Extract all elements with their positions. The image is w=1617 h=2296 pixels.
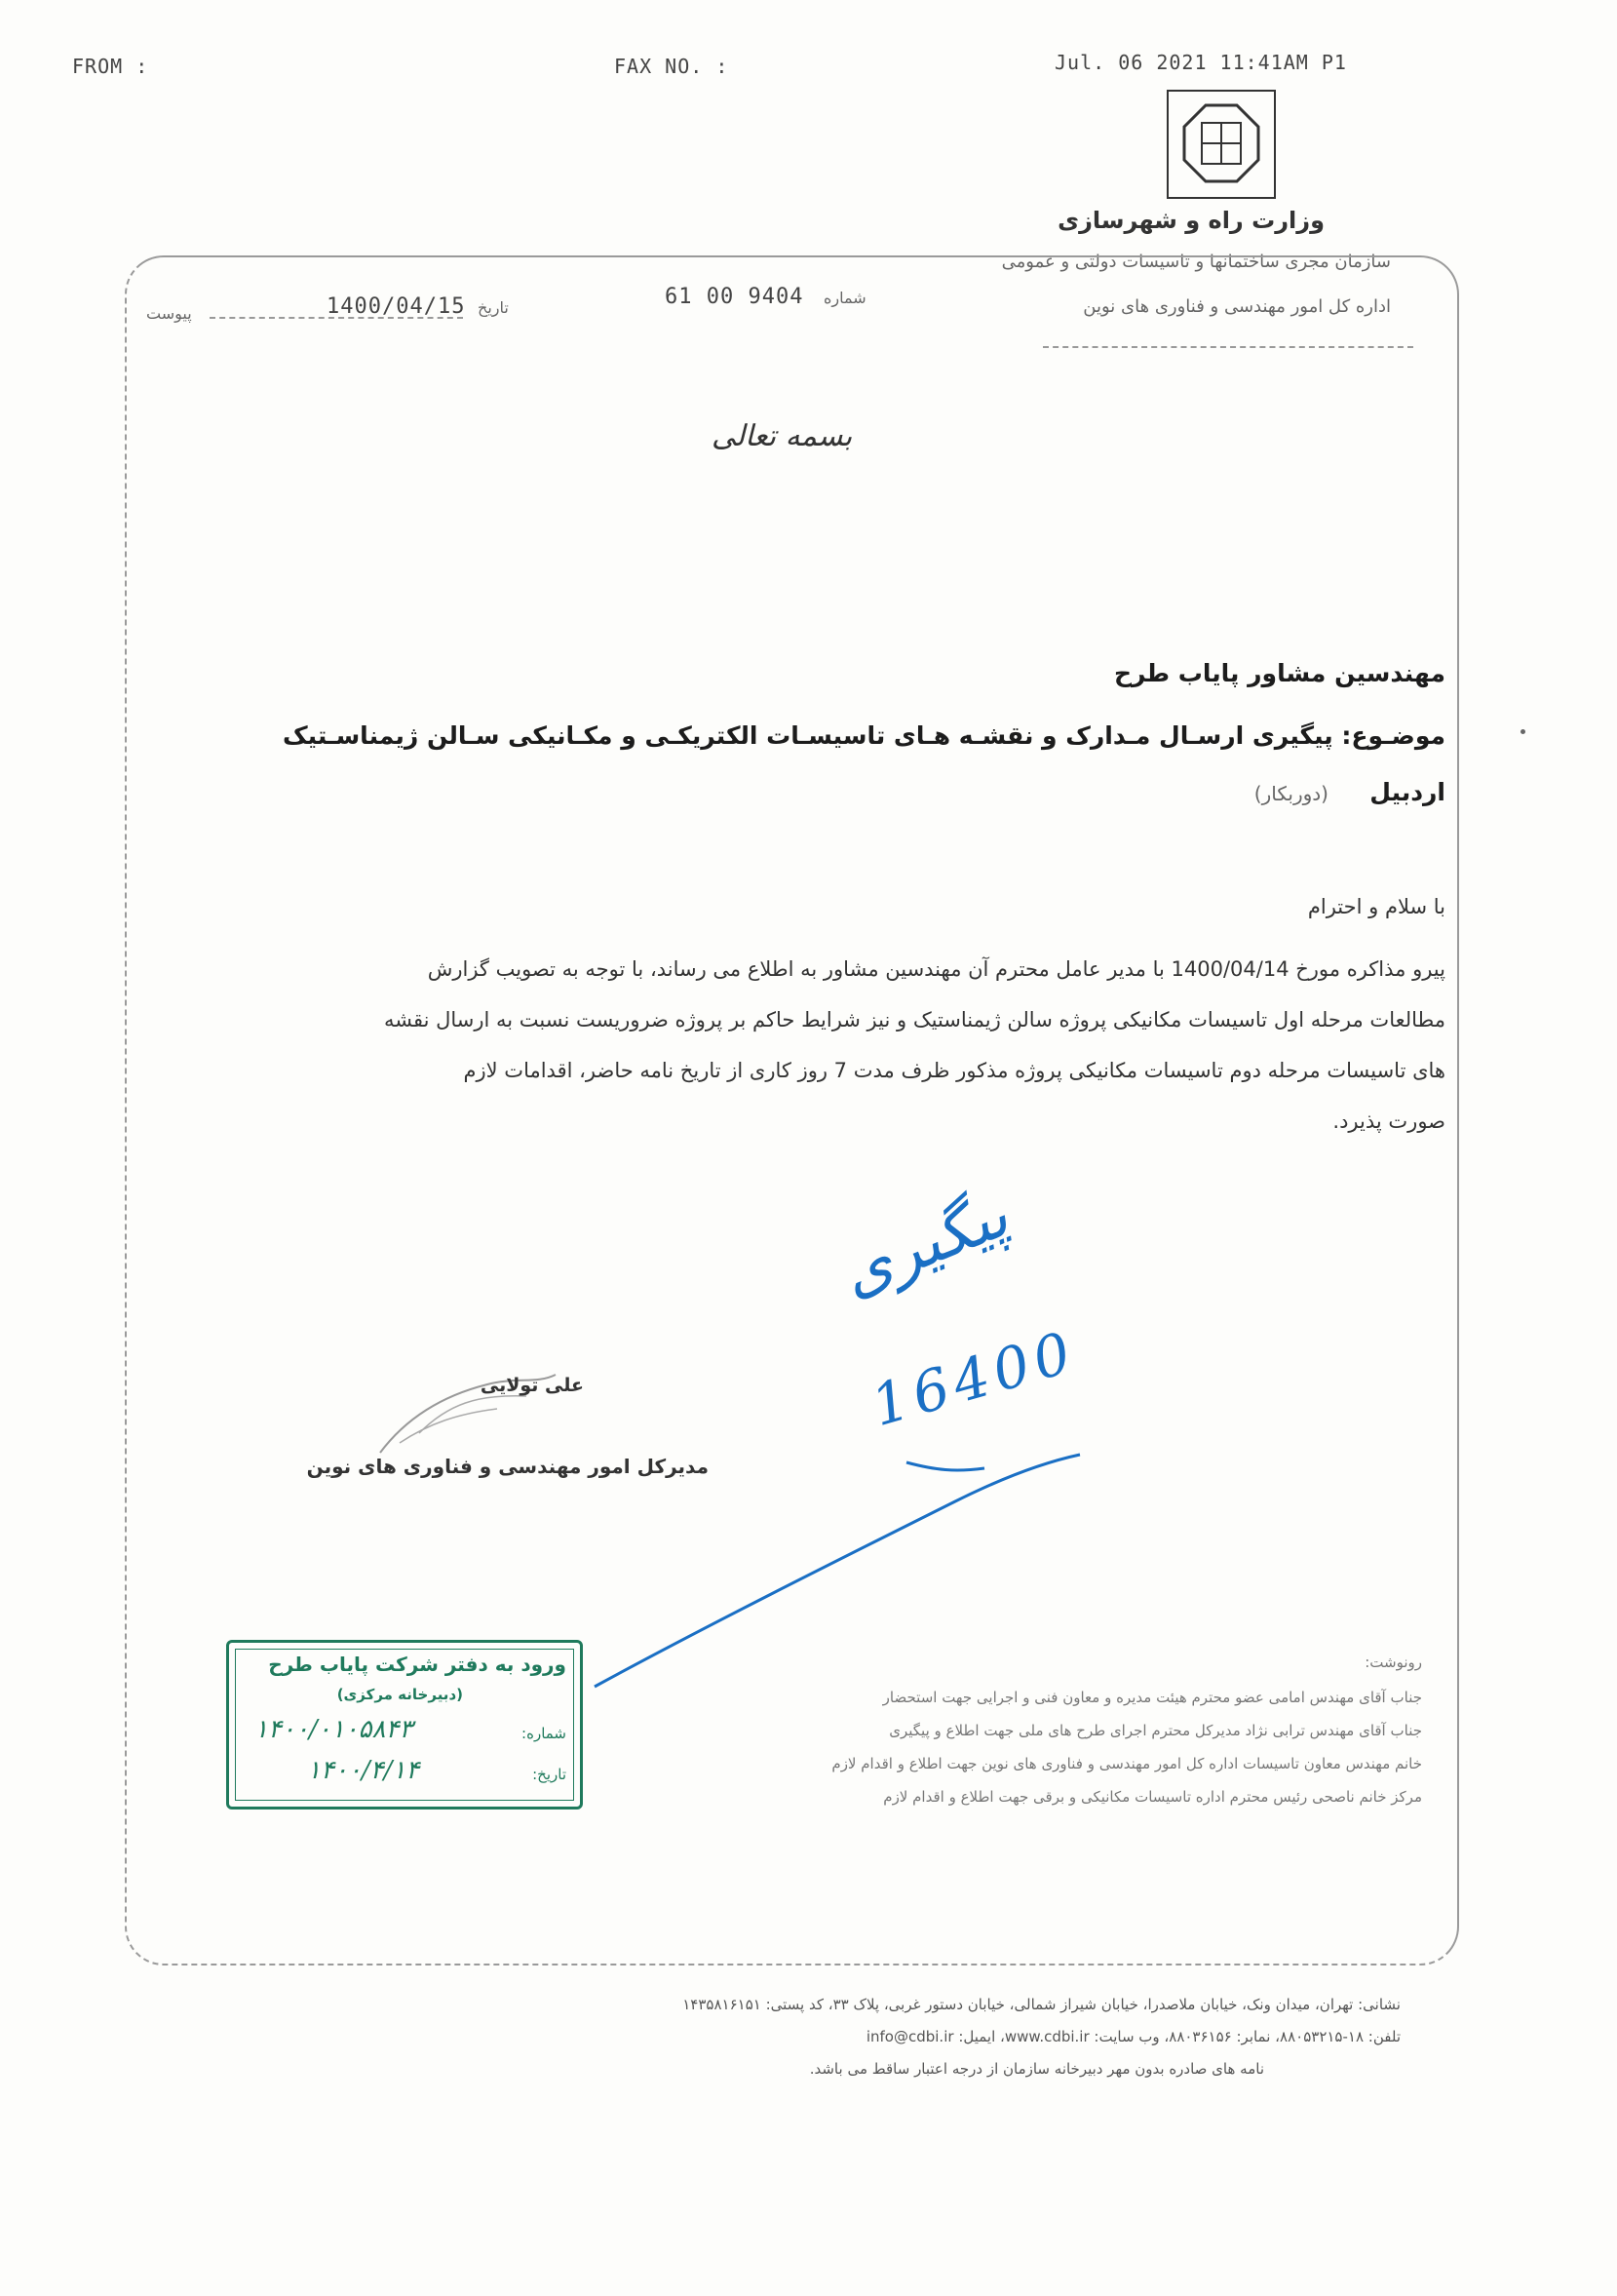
scan-speck bbox=[1521, 729, 1525, 734]
signature-scribble bbox=[370, 1355, 565, 1462]
header-divider-right bbox=[1043, 346, 1413, 348]
subject-city: اردبیل bbox=[1369, 778, 1445, 806]
header-divider bbox=[210, 317, 463, 319]
body-line-3: های تاسیسات مرحله دوم تاسیسات مکانیکی پروژه مذکور ظرف مدت 7 روز کاری از تاریخ نامه حاضر، اقدامات لازم bbox=[463, 1059, 1445, 1082]
body-line-4: صورت پذیرد. bbox=[1332, 1109, 1445, 1133]
letter-date: 1400/04/15 bbox=[327, 294, 466, 319]
basmala: بسمه تعالی bbox=[712, 419, 853, 453]
signatory-name: علی تولایی bbox=[480, 1375, 584, 1396]
ministry-logo bbox=[1167, 90, 1276, 199]
stamp-date-label: تاریخ: bbox=[532, 1766, 566, 1783]
letter-number: 61 00 9404 bbox=[665, 285, 804, 309]
stamp-title: ورود به دفتر شرکت پایاب طرح bbox=[268, 1653, 566, 1676]
footer-note: نامه های صادره بدون مهر دبیرخانه سازمان از درجه اعتبار ساقط می باشد. bbox=[809, 2060, 1264, 2078]
footer-contact: تلفن: ۱۸-۸۸۰۵۳۲۱۵، نمابر: ۸۸۰۳۶۱۵۶، وب سایت: www.cdbi.ir، ایمیل: info@cdbi.ir bbox=[866, 2028, 1401, 2045]
stamp-number-value: ۱۴۰۰/۰۱۰۵۸۴۳ bbox=[254, 1715, 413, 1744]
subject-note: (دوربکار) bbox=[1253, 782, 1328, 805]
number-label: شماره bbox=[824, 289, 866, 307]
handwritten-note: پیگیری bbox=[830, 1179, 1019, 1311]
body-line-2: مطالعات مرحله اول تاسیسات مکانیکی پروژه سالن ژیمناستیک و نیز شرایط حاکم بر پروژه ضروریست نسبت به ارسال نقشه bbox=[383, 1008, 1445, 1031]
stamp-date-value: ۱۴۰۰/۴/۱۴ bbox=[307, 1756, 420, 1785]
fax-from-label: FROM : bbox=[72, 55, 149, 78]
ministry-name: وزارت راه و شهرسازی bbox=[1058, 207, 1325, 234]
handwritten-number: 16400 bbox=[864, 1317, 1084, 1440]
signatory-title: مدیرکل امور مهندسی و فناوری های نوین bbox=[306, 1455, 709, 1478]
body-paragraph bbox=[139, 944, 1445, 1147]
stamp-number-label: شماره: bbox=[521, 1725, 566, 1742]
subject-line: موضـوع: پیگیری ارسـال مـدارک و نقشـه هـای تاسیسـات الکتریکـی و مکـانیکی سـالن ژیمناسـتیک bbox=[283, 721, 1445, 750]
footer-address: نشانی: تهران، میدان ونک، خیابان ملاصدرا، خیابان شیراز شمالی، خیابان دستور غربی، پلاک ۳۳، کد پستی: ۱۴۳۵۸۱۶۱۵۱ bbox=[682, 1996, 1401, 2013]
cc-list bbox=[681, 1681, 1422, 1813]
body-line-1: پیرو مذاکره مورخ 1400/04/14 با مدیر عامل محترم آن مهندسین مشاور به اطلاع می رساند، با توجه به تصویب گزارش bbox=[427, 957, 1445, 981]
recipient: مهندسین مشاور پایاب طرح bbox=[1113, 659, 1445, 687]
date-label: تاریخ bbox=[478, 298, 509, 317]
footer bbox=[250, 1989, 1401, 2085]
cc-line-2: جناب آقای مهندس ترابی نژاد مدیرکل محترم اجرای طرح های ملی جهت اطلاع و پیگیری bbox=[889, 1722, 1422, 1739]
department-name: اداره کل امور مهندسی و فناوری های نوین bbox=[1083, 296, 1391, 317]
cc-line-1: جناب آقای مهندس امامی عضو محترم هیئت مدیره و معاون فنی و اجرایی جهت استحضار bbox=[882, 1689, 1422, 1706]
handwritten-stroke bbox=[585, 1443, 1092, 1696]
stamp-subtitle: (دبیرخانه مرکزی) bbox=[336, 1686, 463, 1703]
greeting: با سلام و احترام bbox=[1307, 895, 1445, 918]
logo-emblem-icon bbox=[1182, 103, 1260, 183]
cc-line-4: مرکز خانم ناصحی رئیس محترم اداره تاسیسات مکانیکی و برقی جهت اطلاع و اقدام لازم bbox=[883, 1788, 1422, 1806]
attachment-label: پیوست bbox=[146, 304, 192, 323]
cc-header: رونوشت: bbox=[1365, 1654, 1422, 1671]
fax-datetime: Jul. 06 2021 11:41AM P1 bbox=[1055, 51, 1347, 74]
fax-number-label: FAX NO. : bbox=[614, 55, 729, 78]
organization-name: سازمان مجری ساختمانها و تاسیسات دولتی و عمومی bbox=[1001, 252, 1391, 272]
cc-line-3: خانم مهندس معاون تاسیسات اداره کل امور مهندسی و فناوری های نوین جهت اطلاع و اقدام لازم bbox=[831, 1755, 1422, 1772]
receipt-stamp bbox=[226, 1640, 583, 1810]
